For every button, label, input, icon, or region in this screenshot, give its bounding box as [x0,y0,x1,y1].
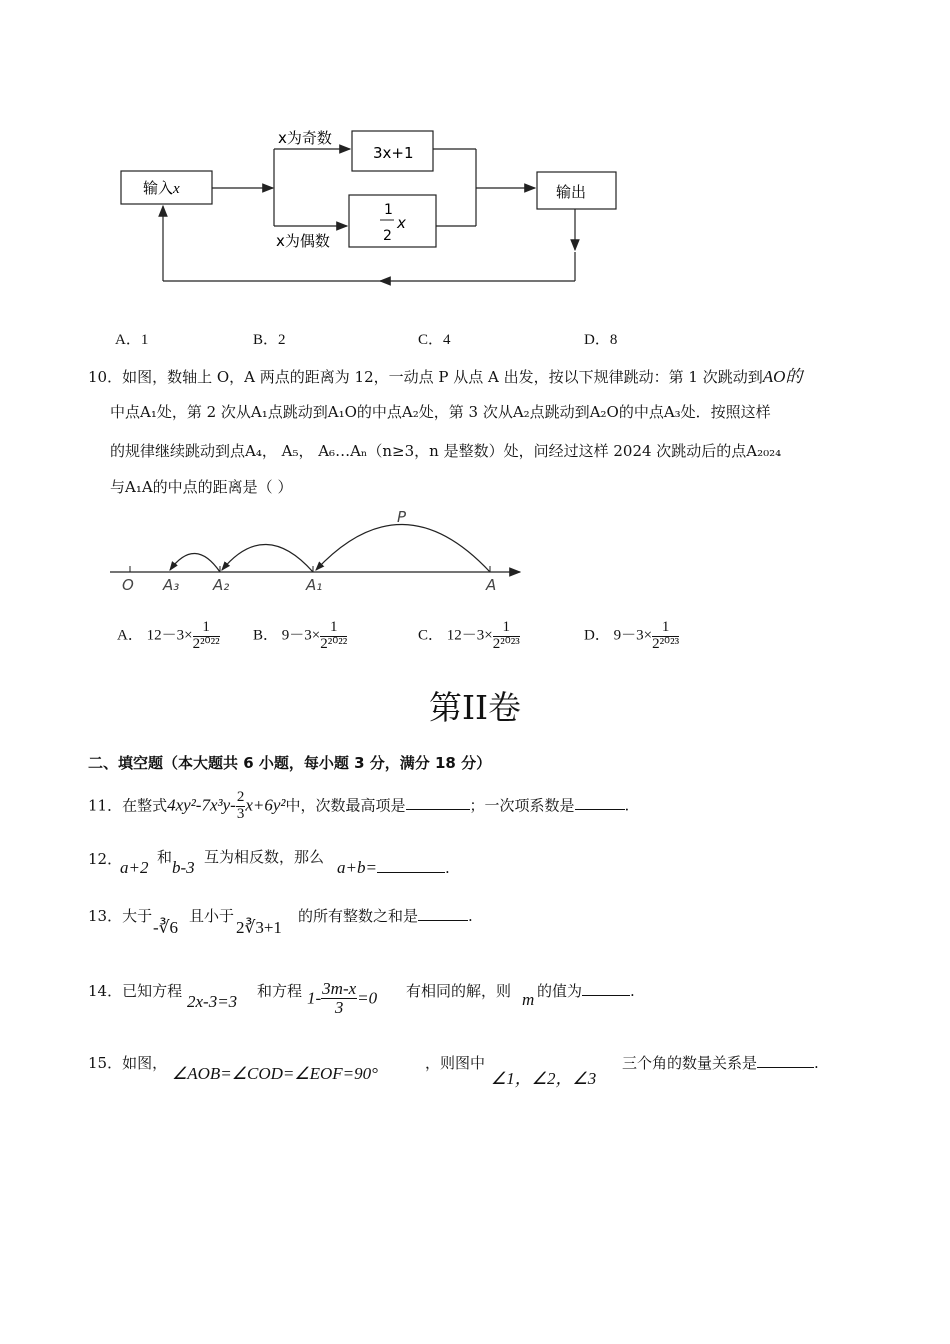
q14-eq1: 2x-3=3 [187,992,238,1011]
q15-mid: ，则图中 [425,1054,486,1072]
label-a1: A₁ [306,576,323,594]
even-box-num: 1 [384,202,393,218]
even-box-den: 2 [383,228,392,244]
q10-option-d: D． 9－3× $\frac{1}{\text{2²⁰²³}}$ [584,619,680,652]
q15-angles: ∠1，∠2，∠3 [491,1069,597,1088]
q10-line3: 的规律继续跳动到点A₄， A₅， A₆…Aₙ（n≥3，n 是整数）处，问经过这样 2024 次跳动后的点A₂₀₂₄ [110,442,782,460]
q15-expr: ∠AOB=∠COD=∠EOF=90° [172,1064,378,1083]
q14-blank[interactable] [582,981,630,996]
label-p: P [397,508,407,526]
label-o: O [122,576,134,594]
q10-line2: 中点A₁处，第 2 次从A₁点跳动到A₁O的中点A₂处，第 3 次从A₂点跳动到A₂O的中点A₃处．按照这样 [110,403,771,421]
part-title: 第II卷 [428,688,522,727]
q12-blank[interactable] [377,858,445,873]
q14-end: 的值为 . [537,982,635,1000]
q14-mid: 和方程 [257,982,303,1000]
label-a3: A₃ [163,576,180,594]
q12-tail: a+b= . [337,858,450,877]
q14-start: 14．已知方程 [88,982,183,1000]
q15-blank[interactable] [757,1053,814,1068]
q13-mid: 且小于 [189,907,235,925]
q9-option-b: B．2 [253,332,286,348]
q10-line1: 10．如图，数轴上 O，A 两点的距离为 12，一动点 P 从点 A 出发，按以下规律跳动：第 1 次跳动到AO的 [88,367,803,386]
q15-start: 15．如图， [88,1054,168,1072]
q13-expr2: 2∛3+1 [236,918,282,937]
odd-box-label: 3x+1 [373,144,414,162]
q13-start: 13．大于 [88,907,153,925]
q12: 12． [88,850,123,868]
even-branch-label: x为偶数 [276,232,330,250]
odd-branch-label: x为奇数 [278,129,332,147]
q15-end: 三个角的数量关系是 . [622,1054,819,1072]
q14-post: 有相同的解，则 [406,982,512,1000]
q12-text: 互为相反数，那么 [204,848,325,866]
q11-blank-1[interactable] [406,795,470,810]
section-heading: 二、填空题（本大题共 6 小题，每小题 3 分，满分 18 分） [88,754,492,772]
q11-blank-2[interactable] [575,795,625,810]
q13-expr1: -∛6 [153,918,178,937]
q14-var: m [522,990,535,1009]
q12-expr1: a+2 [120,858,149,877]
label-a: A [486,576,497,594]
flowchart [0,0,950,300]
output-label: 输出 [556,183,587,201]
q9-option-c: C．4 [418,332,451,348]
label-a2: A₂ [213,576,230,594]
q14-eq2: 1- $\frac{3m-x}{3}$ =0 [307,979,378,1017]
even-box-var: x [397,214,406,232]
q9-option-d: D．8 [584,332,618,348]
q10-option-b: B． 9－3× $\frac{1}{\text{2²⁰²²}}$ [253,619,348,652]
input-label: 输入x [143,179,180,197]
q12-expr2: b-3 [172,858,195,877]
q9-option-a: A．1 [115,332,149,348]
q12-and: 和 [157,848,173,866]
q10-option-c: C． 12－3× $\frac{1}{\text{2²⁰²³}}$ [418,619,520,652]
q13-blank[interactable] [418,906,468,921]
q11: 11．在整式4xy²-7x³y- $\frac{2}{3}$ x+6y²中，次数最高项是 ；一次项系数是 . [88,789,630,822]
q10-option-a: A． 12－3× $\frac{1}{\text{2²⁰²²}}$ [117,619,220,652]
q13-end: 的所有整数之和是 . [298,907,473,925]
number-line-figure [0,500,950,610]
q10-line4: 与A₁A的中点的距离是（ ） [110,478,293,496]
